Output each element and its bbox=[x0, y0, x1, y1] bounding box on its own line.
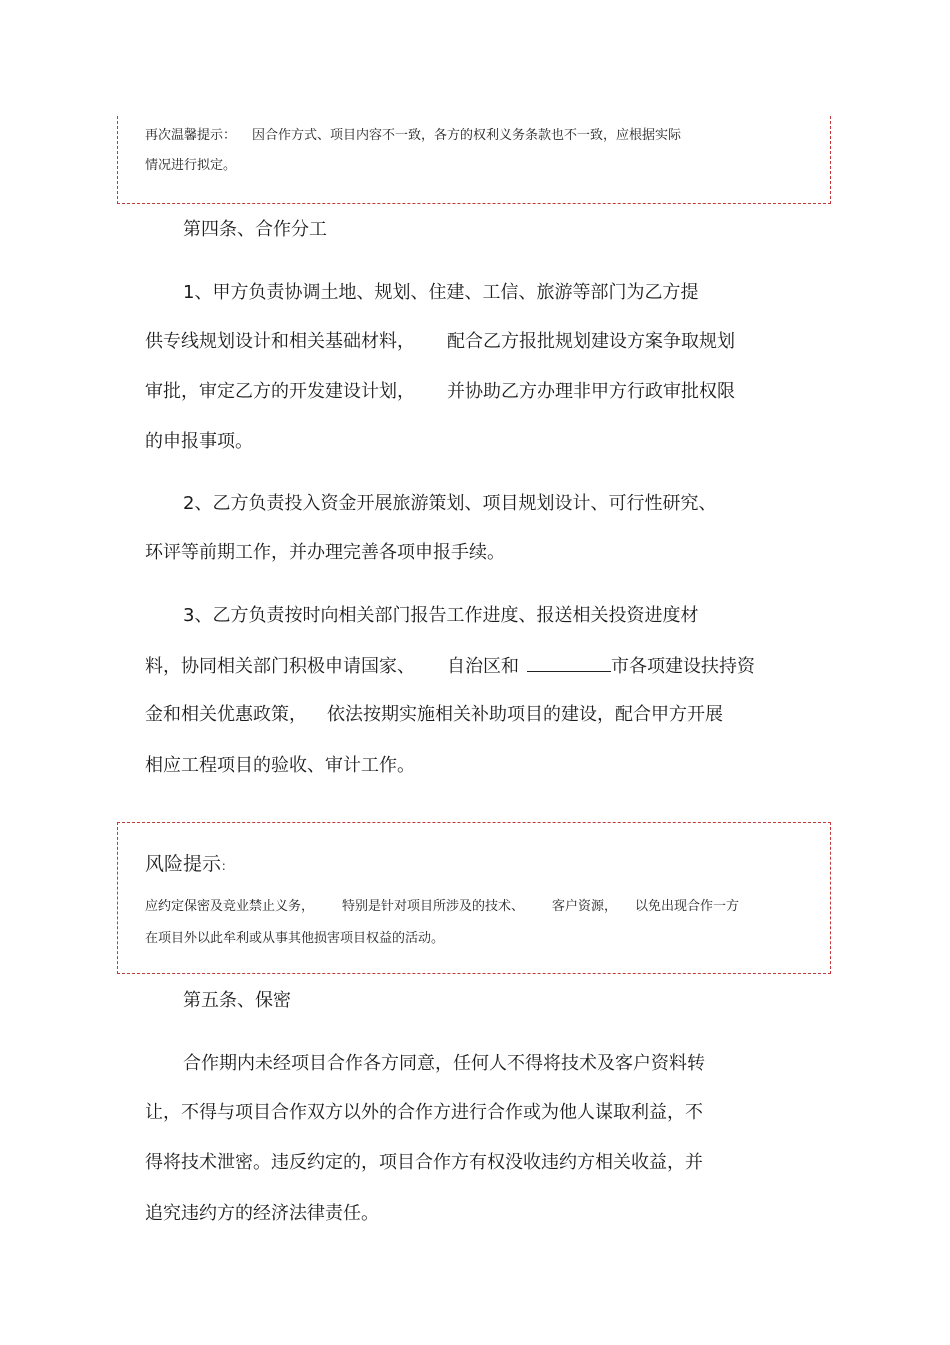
risk-tip-title bbox=[145, 852, 233, 878]
text-segment: 应约定保密及竞业禁止义务， bbox=[145, 899, 315, 914]
reminder-tip-line-2: 情况进行拟定。 bbox=[145, 158, 237, 173]
risk-tip-colon: ： bbox=[221, 859, 234, 873]
text-segment: 配合乙方报批规划建设方案争取规划 bbox=[447, 331, 735, 352]
article-4-item-2-line-2: 环评等前期工作，并办理完善各项申报手续。 bbox=[145, 542, 505, 563]
text-segment: 审批，审定乙方的开发建设计划， bbox=[145, 381, 415, 402]
text-segment: 特别是针对项目所涉及的技术、 bbox=[342, 899, 525, 914]
article-4-item-3-line-3 bbox=[145, 703, 723, 727]
article-4-item-1-line-1: 1、甲方负责协调土地、规划、住建、工信、旅游等部门为乙方提 bbox=[183, 282, 699, 303]
article-4-title: 第四条、合作分工 bbox=[183, 219, 327, 240]
article-5-line-3: 得将技术泄密。违反约定的，项目合作方有权没收违约方相关收益，并 bbox=[145, 1152, 703, 1173]
text-segment: 市各项建设扶持资 bbox=[611, 656, 755, 677]
text-segment: 以免出现合作一方 bbox=[635, 899, 740, 914]
risk-tip-line-1 bbox=[145, 899, 739, 915]
text-segment: 自治区和 bbox=[447, 656, 519, 677]
text-segment: 并协助乙方办理非甲方行政审批权限 bbox=[447, 381, 735, 402]
reminder-tip-line-1 bbox=[145, 128, 681, 144]
article-4-item-3-line-4: 相应工程项目的验收、审计工作。 bbox=[145, 755, 415, 776]
article-5-title: 第五条、保密 bbox=[183, 990, 291, 1011]
reminder-tip-box bbox=[117, 116, 831, 204]
text-segment: 客户资源， bbox=[552, 899, 618, 914]
article-5-line-4: 追究违约方的经济法律责任。 bbox=[145, 1203, 379, 1224]
article-5-line-1: 合作期内未经项目合作各方同意，任何人不得将技术及客户资料转 bbox=[183, 1053, 705, 1074]
article-4-item-3-line-2 bbox=[145, 653, 755, 679]
text-segment: 依法按期实施相关补助项目的建设，配合甲方开展 bbox=[327, 704, 723, 725]
text-segment: 金和相关优惠政策， bbox=[145, 704, 307, 725]
article-4-item-1-line-3 bbox=[145, 380, 735, 404]
article-4-item-1-line-4: 的申报事项。 bbox=[145, 431, 253, 452]
risk-tip-line-2: 在项目外以此牟利或从事其他损害项目权益的活动。 bbox=[145, 931, 445, 946]
reminder-tip-label: 再次温馨提示： bbox=[145, 128, 237, 143]
article-4-item-1-line-2 bbox=[145, 330, 735, 354]
risk-tip-box bbox=[117, 822, 831, 974]
fill-in-blank bbox=[527, 653, 611, 672]
reminder-tip-text: 因合作方式、项目内容不一致，各方的权利义务条款也不一致，应根据实际 bbox=[252, 128, 682, 143]
text-segment: 料，协同相关部门积极申请国家、 bbox=[145, 656, 415, 677]
article-4-item-2-line-1: 2、乙方负责投入资金开展旅游策划、项目规划设计、可行性研究、 bbox=[183, 493, 717, 514]
risk-tip-title-text: 风险提示 bbox=[145, 853, 222, 875]
article-4-item-3-line-1: 3、乙方负责按时向相关部门报告工作进度、报送相关投资进度材 bbox=[183, 605, 699, 626]
article-5-line-2: 让，不得与项目合作双方以外的合作方进行合作或为他人谋取利益，不 bbox=[145, 1102, 703, 1123]
text-segment: 供专线规划设计和相关基础材料， bbox=[145, 331, 415, 352]
